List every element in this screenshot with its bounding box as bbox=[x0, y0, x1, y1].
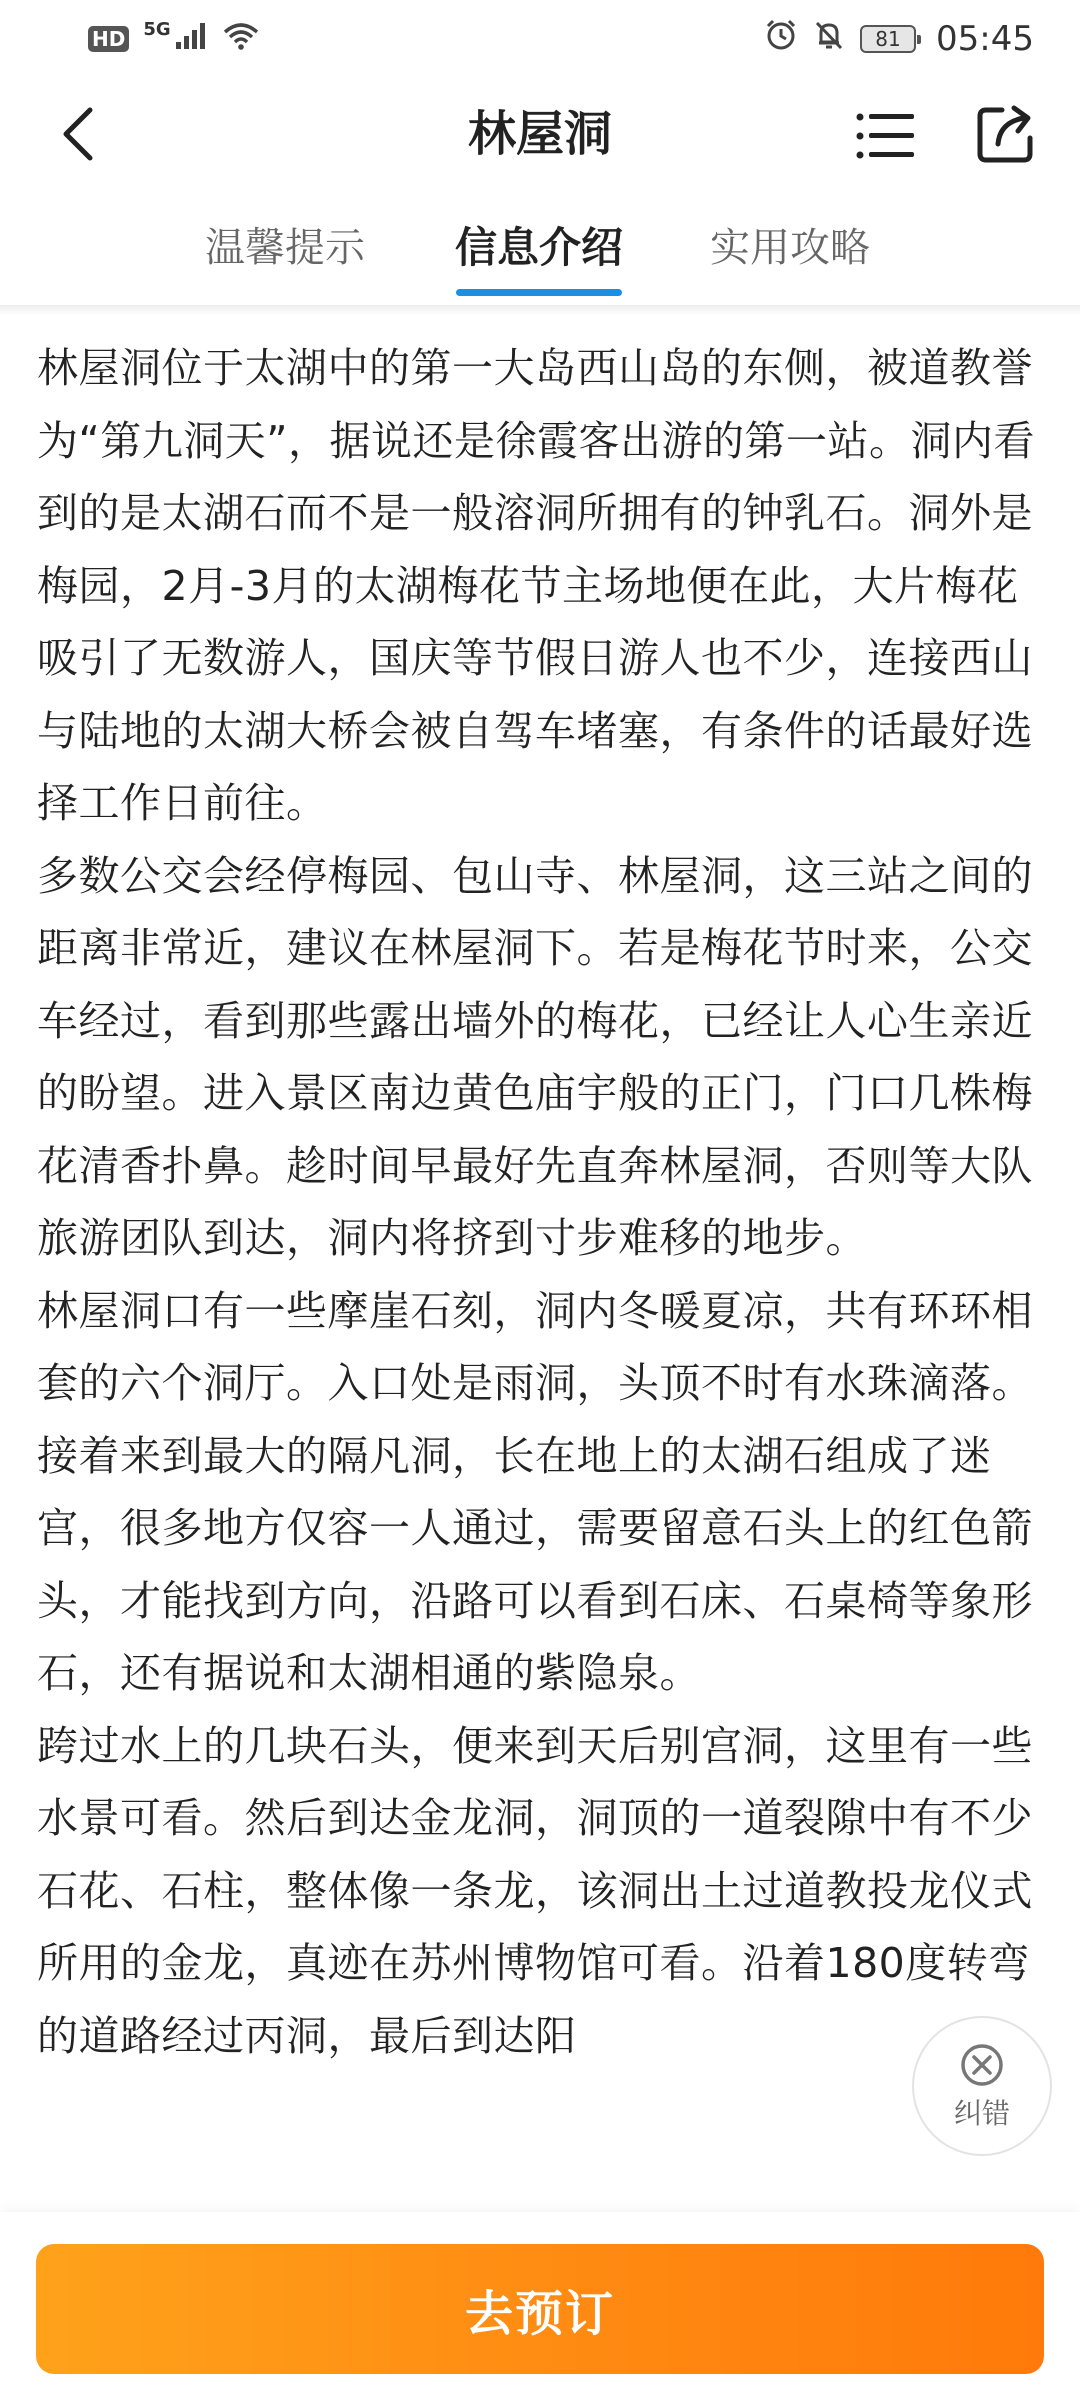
correction-button[interactable] bbox=[912, 2016, 1052, 2156]
error-x-icon bbox=[957, 2040, 1007, 2090]
battery-icon bbox=[860, 25, 916, 53]
intro-paragraph: 林屋洞口有一些摩崖石刻，洞内冬暖夏凉，共有环环相套的六个洞厅。入口处是雨洞，头顶不时有水珠滴落。接着来到最大的隔凡洞，长在地上的太湖石组成了迷宫，很多地方仅容一人通过，需要留意石头上的红色箭头，才能找到方向，沿路可以看到石床、石桌椅等象形石，还有据说和太湖相通的紫隐泉。 bbox=[37, 1286, 1033, 1697]
page-title: 林屋洞 bbox=[467, 106, 612, 162]
signal-icon bbox=[175, 19, 209, 59]
mute-bell-icon bbox=[812, 18, 846, 61]
status-left bbox=[88, 19, 259, 59]
hd-badge: HD bbox=[88, 26, 129, 52]
alarm-icon bbox=[764, 18, 798, 61]
bottom-bar bbox=[0, 2212, 1080, 2400]
tab-bar bbox=[0, 193, 1080, 305]
tab-tips[interactable]: 温馨提示 bbox=[205, 225, 365, 271]
share-button[interactable] bbox=[966, 94, 1046, 174]
intro-paragraph: 林屋洞位于太湖中的第一大岛西山岛的东侧，被道教誉为“第九洞天”，据说还是徐霞客出游的第一站。洞内看到的是太湖石而不是一般溶洞所拥有的钟乳石。洞外是梅园，2月-3月的太湖梅花节主场地便在此，大片梅花吸引了无数游人，国庆等节假日游人也不少，连接西山与陆地的太湖大桥会被自驾车堵塞，有条件的话最好选择工作日前往。 bbox=[37, 344, 1035, 827]
tabs-divider bbox=[0, 305, 1080, 315]
share-icon bbox=[976, 104, 1036, 164]
tab-info[interactable]: 信息介绍 bbox=[454, 223, 623, 272]
intro-paragraph: 跨过水上的几块石头，便来到天后别宫洞，这里有一些水景可看。然后到达金龙洞，洞顶的一道裂隙中有不少石花、石柱，整体像一条龙，该洞出土过道教投龙仪式所用的金龙，真迹在苏州博物馆可看。沿着180度转弯的道路经过丙洞，最后到达阳 bbox=[37, 1721, 1033, 2060]
battery-level: 81 bbox=[875, 27, 901, 51]
status-time: 05:45 bbox=[936, 19, 1034, 59]
correction-label: 纠错 bbox=[953, 2097, 1010, 2130]
list-menu-icon bbox=[856, 111, 916, 161]
menu-button[interactable] bbox=[846, 96, 926, 176]
tab-guide[interactable]: 实用攻略 bbox=[710, 225, 870, 271]
nav-bar bbox=[0, 78, 1080, 193]
network-type: 5G bbox=[143, 18, 171, 40]
intro-paragraph: 多数公交会经停梅园、包山寺、林屋洞，这三站之间的距离非常近，建议在林屋洞下。若是梅花节时来，公交车经过，看到那些露出墙外的梅花，已经让人心生亲近的盼望。进入景区南边黄色庙宇般的正门，门口几株梅花清香扑鼻。趁时间早最好先直奔林屋洞，否则等大队旅游团队到达，洞内将挤到寸步难移的地步。 bbox=[37, 851, 1033, 1262]
status-bar bbox=[0, 0, 1080, 78]
book-button[interactable]: 去预订 bbox=[36, 2244, 1044, 2374]
status-right bbox=[764, 18, 1034, 61]
active-tab-indicator bbox=[456, 289, 622, 296]
wifi-icon bbox=[223, 19, 259, 59]
intro-content bbox=[37, 332, 1047, 2072]
